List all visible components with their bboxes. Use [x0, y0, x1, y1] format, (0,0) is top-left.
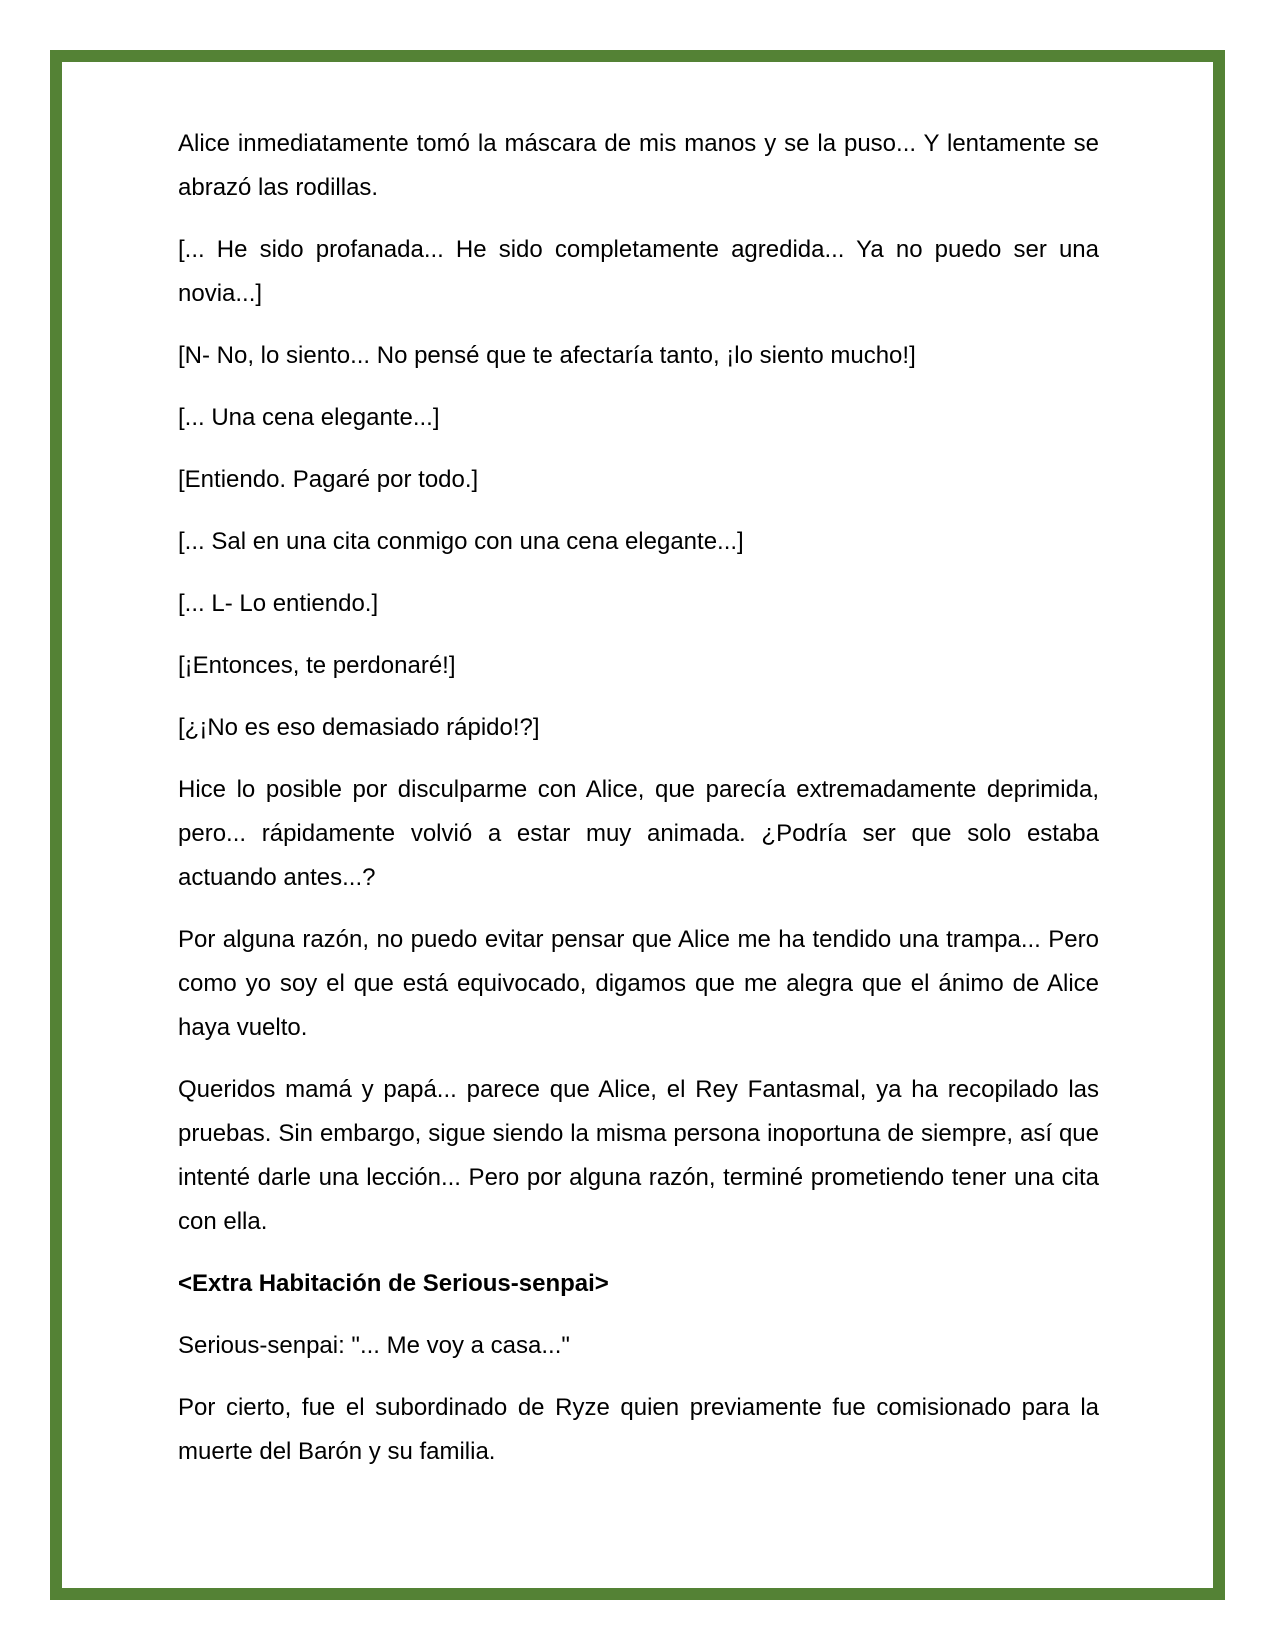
paragraph: [... He sido profanada... He sido completamente agredida... Ya no puedo ser una novia...]	[178, 236, 1099, 307]
section-heading: <Extra Habitación de Serious-senpai>	[178, 1270, 609, 1297]
dialogue-line: [Entiendo. Pagaré por todo.]	[178, 466, 479, 493]
paragraph: Alice inmediatamente tomó la máscara de mis manos y se la puso... Y lentamente se abrazó las rodillas.	[178, 130, 1099, 201]
dialogue-line: [... L- Lo entiendo.]	[178, 590, 379, 617]
dialogue-line: [... Sal en una cita conmigo con una cena elegante...]	[178, 528, 744, 555]
paragraph: Por alguna razón, no puedo evitar pensar que Alice me ha tendido una trampa... Pero como yo soy el que está equivocado, digamos que me alegra que el ánimo de Alice haya vuelto.	[178, 926, 1099, 1041]
dialogue-line: Serious-senpai: "... Me voy a casa..."	[178, 1332, 570, 1359]
dialogue-line: [N- No, lo siento... No pensé que te afectaría tanto, ¡lo siento mucho!]	[178, 342, 916, 369]
dialogue-line: [¿¡No es eso demasiado rápido!?]	[178, 714, 540, 741]
dialogue-line: [¡Entonces, te perdonaré!]	[178, 652, 456, 679]
dialogue-line: [... Una cena elegante...]	[178, 404, 440, 431]
document-body	[178, 122, 1099, 1492]
paragraph: Por cierto, fue el subordinado de Ryze quien previamente fue comisionado para la muerte del Barón y su familia.	[178, 1394, 1099, 1465]
paragraph: Queridos mamá y papá... parece que Alice, el Rey Fantasmal, ya ha recopilado las pruebas. Sin embargo, sigue siendo la misma persona inoportuna de siempre, así que intenté darle una lección... Pero por alguna razón, terminé prometiendo tener una cita con ella.	[178, 1076, 1099, 1235]
paragraph: Hice lo posible por disculparme con Alice, que parecía extremadamente deprimida, pero... rápidamente volvió a estar muy animada. ¿Podría ser que solo estaba actuando antes...?	[178, 776, 1099, 891]
